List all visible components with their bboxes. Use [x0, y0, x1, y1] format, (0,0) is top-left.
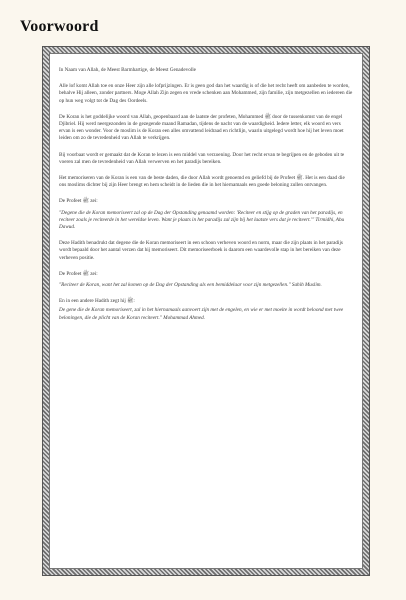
ornamental-frame [42, 46, 370, 576]
hadith-quote-3: De gene die de Koran memoriseert, zal in het hiernamaals aanvoert zijn met de engelen, en wie er met moeite in wordt beloond met twee beloningen, die de plicht van de Koran reciteert." Mohammad Ahmed. [59, 307, 344, 321]
bismillah-line: In Naam van Allah, de Meest Barmhartige, de Meest Genadevolle [59, 67, 196, 73]
prophet-said-label-2: De Profeet ﷺ zei: [59, 270, 98, 277]
paragraph-praise: Alle lof komt Allah toe en onze Heer zijn alle lofprijzingen. Er is geen god dan het waardig is of die het recht heeft om aanbeden te worden, behalve Hij alleen, zonder partners. Moge Allah Zijn zegen en vrede schenken aan Mohammed, zijn familie, zijn metgezellen en iedereen die op hun weg volgt tot de Dag des Oordeels. [59, 83, 353, 104]
paragraph-quran-revelation: De Koran is het goddelijke woord van Allah, geopenbaard aan de laatste der profeten, Mohammed ﷺ door de tussenkomst van de engel Djibriel. Hij werd neergezonden in de gezegende maand Ramadan, tijdens de nacht van de waardigheid. Iedere letter, elk woord en vers ervan is een wonder. Voor de moslim is de Koran een alles omvattend leidraad en richtlijn, waarin uitgelegd wordt hoe hij het leven moet leiden om zo de tevredenheid van Allah te verkrijgen. [59, 113, 344, 142]
hadith-quote-2: "Reciteer de Koran, want het zal komen op de Dag der Opstanding als een bemiddelaar voor zijn metgezellen." Sahih Muslim. [59, 282, 322, 289]
hadith-quote-1: "Degene die de Koran memoriseert zal op de Dag der Opstanding genaamd worden: 'Reciteer en stijg op de graden van het paradijs, en reciteer zoals je reciteerde in het wereldse leven. Want je plaats in het paradijs zal zijn bij het laatste vers dat je reciteert.'" Tirmidhi, Abu Dawud. [59, 209, 345, 231]
prophet-said-label-1: De Profeet ﷺ zei: [59, 198, 98, 205]
paragraph-hadith-explanation: Deze Hadith benadrukt dat degene die de Koran memoriseert in een schoon verheven woord en norm, maar die zijn plaats in het paradijs wordt bepaald door het aantal verzen dat hij memoriseert. Dit memoriseerboek is daarom een waardevolle stap in het bereiken van deze verheven positie. [59, 240, 343, 261]
foreword-text [59, 67, 353, 561]
page-title: Voorwoord [20, 18, 99, 35]
paragraph-memorisation: Het memoriseren van de Koran is een van de beste daden, die door Allah wordt genoemd en geliefd bij de Profeet ﷺ. Het is een daad die ons moslims dichter bij zijn Heer brengt en hem scheidt in de lieden die in het hiernamaals een goede beloning zullen ontvangen. [59, 175, 345, 189]
another-hadith-label: En in een andere Hadith zegt hij ﷺ: [59, 298, 135, 305]
paragraph-recitation: Bij voorbaat wordt er gemaakt dat de Koran te lezen is een middel van verzoening. Door het recht ervan te begrijpen en de geboden uit te voeren zal men de tevredenheid van Allah verwerven en het paradijs bereiken. [59, 151, 345, 165]
